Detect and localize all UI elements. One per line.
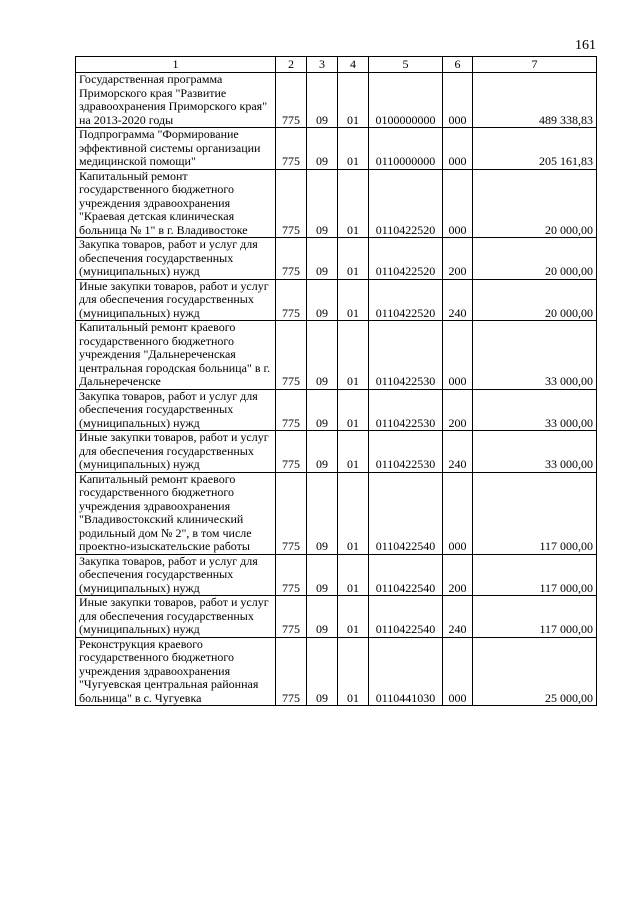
ved-code-cell: 775 xyxy=(276,472,307,554)
section-code-cell: 09 xyxy=(307,73,338,128)
table-row xyxy=(76,73,597,128)
table-row xyxy=(76,169,597,238)
table-row xyxy=(76,238,597,280)
section-code-cell: 09 xyxy=(307,321,338,390)
ved-code-cell: 775 xyxy=(276,238,307,280)
ved-code-cell: 775 xyxy=(276,128,307,170)
row-name-cell: Капитальный ремонт государственного бюджетного учреждения здравоохранения "Краевая детская клиническая больница № 1" в г. Владивостоке xyxy=(76,169,276,238)
target-article-cell: 0110441030 xyxy=(369,637,443,706)
row-name-cell: Закупка товаров, работ и услуг для обеспечения государственных (муниципальных) нужд xyxy=(76,554,276,596)
section-code-cell: 09 xyxy=(307,279,338,321)
row-name-cell: Закупка товаров, работ и услуг для обеспечения государственных (муниципальных) нужд xyxy=(76,238,276,280)
subsection-code-cell: 01 xyxy=(338,128,369,170)
subsection-code-cell: 01 xyxy=(338,389,369,431)
subsection-code-cell: 01 xyxy=(338,279,369,321)
section-code-cell: 09 xyxy=(307,554,338,596)
ved-code-cell: 775 xyxy=(276,73,307,128)
table-row xyxy=(76,554,597,596)
column-header-3: 3 xyxy=(307,57,338,73)
row-name-cell: Иные закупки товаров, работ и услуг для обеспечения государственных (муниципальных) нужд xyxy=(76,279,276,321)
section-code-cell: 09 xyxy=(307,169,338,238)
row-name-cell: Реконструкция краевого государственного бюджетного учреждения здравоохранения "Чугуевская центральная районная больница" в с. Чугуевка xyxy=(76,637,276,706)
target-article-cell: 0110422530 xyxy=(369,431,443,473)
row-name-cell: Капитальный ремонт краевого государственного бюджетного учреждения здравоохранения "Владивостокский клинический родильный дом № 2", в том числе проектно-изыскательские работы xyxy=(76,472,276,554)
expense-type-cell: 240 xyxy=(443,279,473,321)
column-header-4: 4 xyxy=(338,57,369,73)
subsection-code-cell: 01 xyxy=(338,73,369,128)
subsection-code-cell: 01 xyxy=(338,321,369,390)
subsection-code-cell: 01 xyxy=(338,431,369,473)
amount-cell: 25 000,00 xyxy=(473,637,597,706)
column-header-5: 5 xyxy=(369,57,443,73)
amount-cell: 33 000,00 xyxy=(473,389,597,431)
ved-code-cell: 775 xyxy=(276,389,307,431)
section-code-cell: 09 xyxy=(307,431,338,473)
table-row xyxy=(76,321,597,390)
table-row xyxy=(76,472,597,554)
table-row xyxy=(76,596,597,638)
target-article-cell: 0110422540 xyxy=(369,472,443,554)
section-code-cell: 09 xyxy=(307,128,338,170)
ved-code-cell: 775 xyxy=(276,321,307,390)
expense-type-cell: 000 xyxy=(443,472,473,554)
amount-cell: 20 000,00 xyxy=(473,279,597,321)
row-name-cell: Подпрограмма "Формирование эффективной системы организации медицинской помощи" xyxy=(76,128,276,170)
target-article-cell: 0110422520 xyxy=(369,238,443,280)
amount-cell: 117 000,00 xyxy=(473,472,597,554)
page-number: 161 xyxy=(575,38,596,53)
target-article-cell: 0110422520 xyxy=(369,279,443,321)
row-name-cell: Государственная программа Приморского края "Развитие здравоохранения Приморского края" на 2013-2020 годы xyxy=(76,73,276,128)
subsection-code-cell: 01 xyxy=(338,472,369,554)
expense-type-cell: 000 xyxy=(443,128,473,170)
budget-table xyxy=(75,56,597,706)
section-code-cell: 09 xyxy=(307,472,338,554)
amount-cell: 33 000,00 xyxy=(473,431,597,473)
row-name-cell: Иные закупки товаров, работ и услуг для обеспечения государственных (муниципальных) нужд xyxy=(76,596,276,638)
target-article-cell: 0110422530 xyxy=(369,389,443,431)
ved-code-cell: 775 xyxy=(276,279,307,321)
table-header-row xyxy=(76,57,597,73)
target-article-cell: 0110000000 xyxy=(369,128,443,170)
target-article-cell: 0110422540 xyxy=(369,596,443,638)
expense-type-cell: 240 xyxy=(443,431,473,473)
expense-type-cell: 200 xyxy=(443,238,473,280)
column-header-7: 7 xyxy=(473,57,597,73)
column-header-6: 6 xyxy=(443,57,473,73)
row-name-cell: Закупка товаров, работ и услуг для обеспечения государственных (муниципальных) нужд xyxy=(76,389,276,431)
amount-cell: 20 000,00 xyxy=(473,169,597,238)
section-code-cell: 09 xyxy=(307,238,338,280)
table-row xyxy=(76,279,597,321)
expense-type-cell: 200 xyxy=(443,554,473,596)
ved-code-cell: 775 xyxy=(276,596,307,638)
subsection-code-cell: 01 xyxy=(338,169,369,238)
section-code-cell: 09 xyxy=(307,389,338,431)
amount-cell: 117 000,00 xyxy=(473,554,597,596)
column-header-1: 1 xyxy=(76,57,276,73)
target-article-cell: 0100000000 xyxy=(369,73,443,128)
amount-cell: 117 000,00 xyxy=(473,596,597,638)
target-article-cell: 0110422530 xyxy=(369,321,443,390)
row-name-cell: Иные закупки товаров, работ и услуг для обеспечения государственных (муниципальных) нужд xyxy=(76,431,276,473)
amount-cell: 33 000,00 xyxy=(473,321,597,390)
ved-code-cell: 775 xyxy=(276,637,307,706)
table-row xyxy=(76,431,597,473)
section-code-cell: 09 xyxy=(307,596,338,638)
expense-type-cell: 240 xyxy=(443,596,473,638)
amount-cell: 205 161,83 xyxy=(473,128,597,170)
expense-type-cell: 000 xyxy=(443,637,473,706)
target-article-cell: 0110422520 xyxy=(369,169,443,238)
subsection-code-cell: 01 xyxy=(338,637,369,706)
amount-cell: 489 338,83 xyxy=(473,73,597,128)
table-row xyxy=(76,637,597,706)
target-article-cell: 0110422540 xyxy=(369,554,443,596)
ved-code-cell: 775 xyxy=(276,169,307,238)
row-name-cell: Капитальный ремонт краевого государственного бюджетного учреждения "Дальнереченская центральная городская больница" в г. Дальнереченске xyxy=(76,321,276,390)
amount-cell: 20 000,00 xyxy=(473,238,597,280)
expense-type-cell: 000 xyxy=(443,73,473,128)
ved-code-cell: 775 xyxy=(276,431,307,473)
table-row xyxy=(76,128,597,170)
table-row xyxy=(76,389,597,431)
ved-code-cell: 775 xyxy=(276,554,307,596)
expense-type-cell: 200 xyxy=(443,389,473,431)
subsection-code-cell: 01 xyxy=(338,238,369,280)
expense-type-cell: 000 xyxy=(443,321,473,390)
column-header-2: 2 xyxy=(276,57,307,73)
expense-type-cell: 000 xyxy=(443,169,473,238)
subsection-code-cell: 01 xyxy=(338,554,369,596)
subsection-code-cell: 01 xyxy=(338,596,369,638)
section-code-cell: 09 xyxy=(307,637,338,706)
